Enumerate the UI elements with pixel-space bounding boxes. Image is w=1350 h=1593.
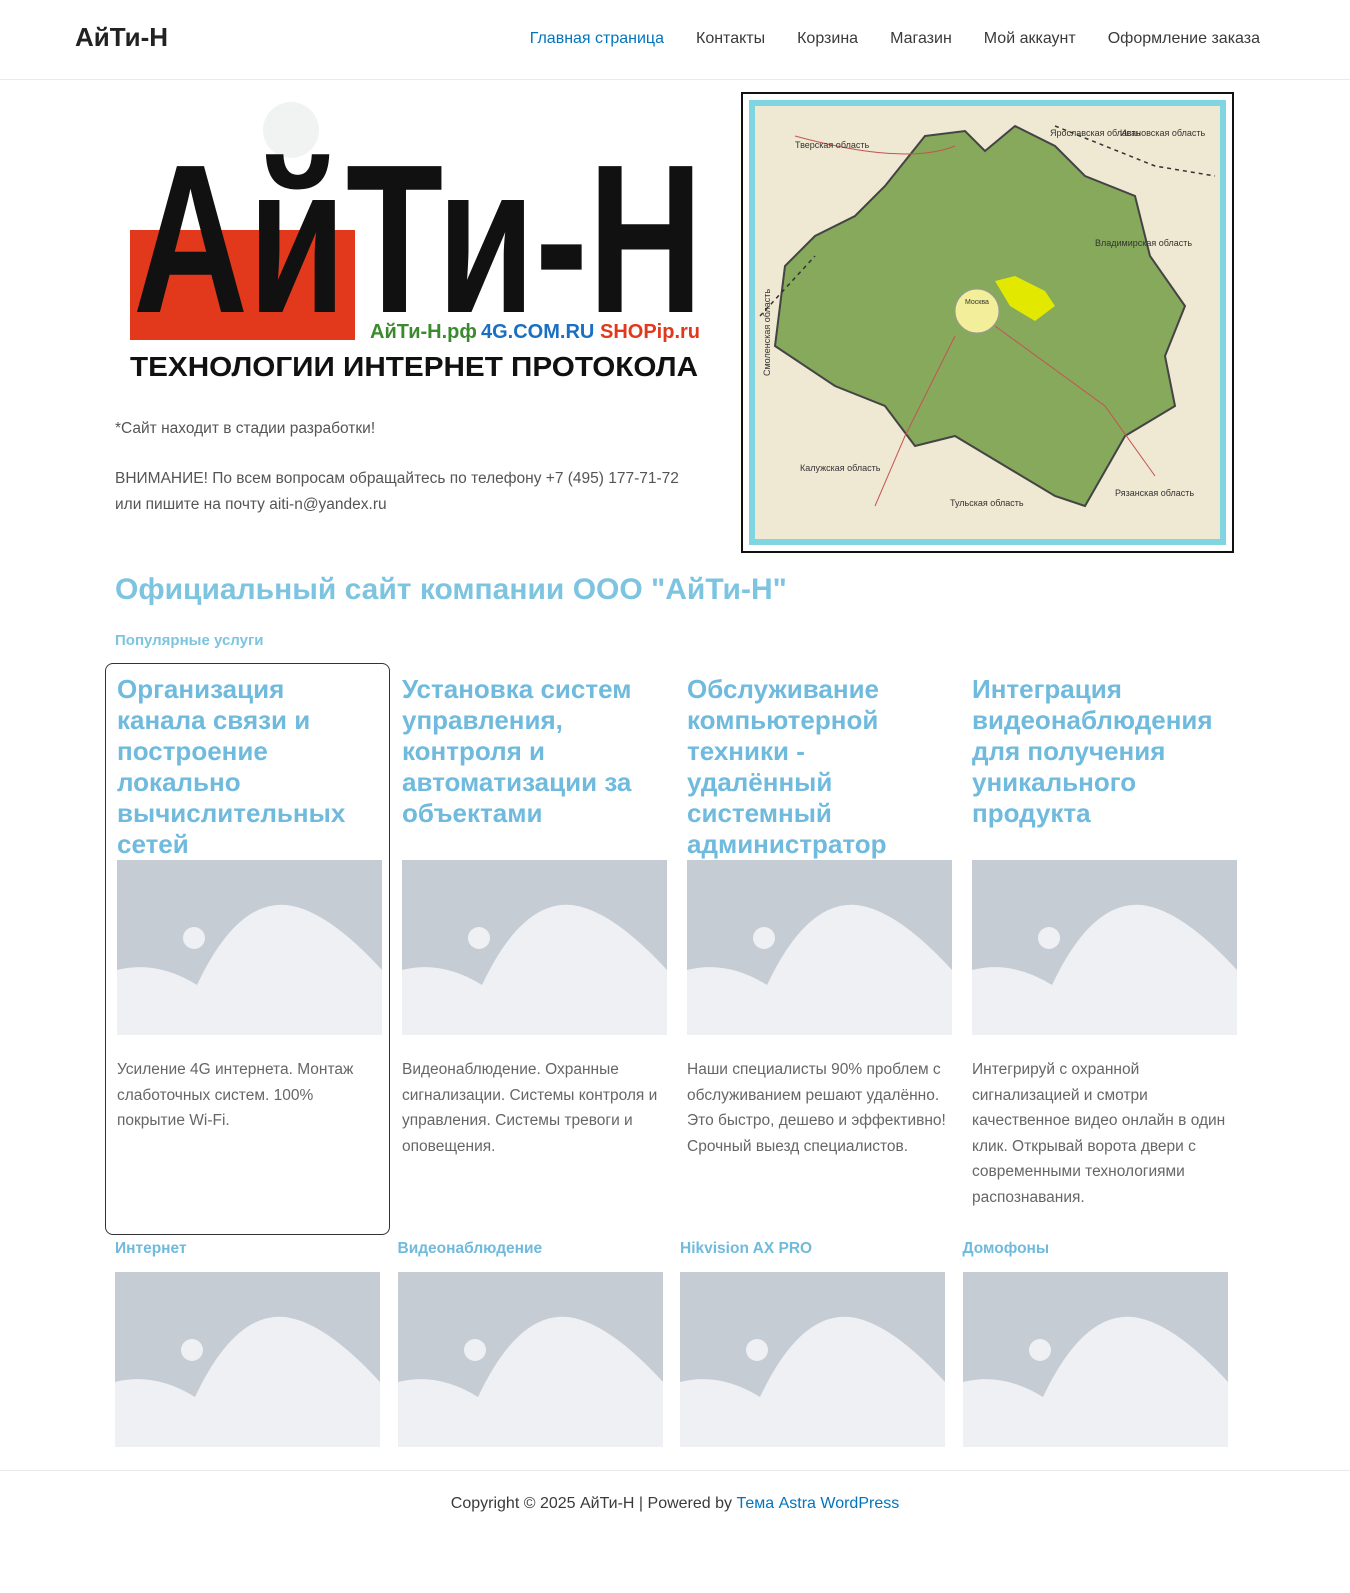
map-label-kaluga: Калужская область (800, 463, 881, 473)
category-title[interactable]: Hikvision AX PRO (680, 1240, 813, 1257)
service-card-title[interactable]: Обслуживание компьютерной техники - удалённый системный администратор (687, 674, 887, 859)
image-placeholder-icon (972, 860, 1237, 1035)
footer-theme-link[interactable]: Тема Astra WordPress (736, 1495, 900, 1512)
main-nav (530, 30, 1260, 48)
category-title[interactable]: Интернет (115, 1240, 187, 1257)
category-title[interactable]: Домофоны (962, 1240, 1050, 1257)
footer-copyright-text: Copyright © 2025 АйТи-Н | Powered by (450, 1495, 737, 1512)
dev-notice: *Сайт находит в стадии разработки! (115, 420, 376, 437)
image-placeholder-icon (117, 860, 382, 1035)
product-categories (115, 1240, 1245, 1447)
service-card-remote-admin[interactable] (675, 663, 960, 1235)
service-card-text: Усиление 4G интернета. Монтаж слаботочных систем. 100% покрытие Wi-Fi. (117, 1061, 354, 1129)
nav-checkout[interactable]: Оформление заказа (1107, 30, 1260, 47)
map-label-smolensk: Смоленская область (762, 288, 772, 376)
map-image (755, 106, 1220, 539)
map-label-ivanovo: Ивановская область (1120, 128, 1206, 138)
logo-domain-3: SHOPip.ru (600, 321, 701, 343)
image-placeholder-icon (398, 1272, 663, 1447)
image-placeholder-icon (687, 860, 952, 1035)
site-header (0, 0, 1350, 80)
category-internet[interactable] (115, 1240, 398, 1447)
category-video[interactable] (398, 1240, 681, 1447)
footer-copyright (0, 1495, 1350, 1513)
service-card-title[interactable]: Установка систем управления, контроля и автоматизации за объектами (402, 674, 632, 828)
category-hikvision[interactable] (680, 1240, 963, 1447)
logo-domain-2: 4G.COM.RU (481, 321, 595, 343)
popular-services-label: Популярные услуги (115, 632, 264, 649)
map-label-tver: Тверская область (795, 140, 870, 150)
page-heading: Официальный сайт компании ООО "АйТи-Н" (115, 573, 787, 606)
map-label-yaroslavl: Ярославская область (1050, 128, 1141, 138)
site-title[interactable]: АйТи-Н (75, 22, 169, 52)
moscow-region-map (741, 92, 1234, 553)
site-notice (115, 416, 715, 518)
nav-home[interactable]: Главная страница (529, 30, 664, 47)
service-card-video[interactable] (960, 663, 1245, 1235)
nav-account[interactable]: Мой аккаунт (983, 30, 1076, 47)
logo-domain-1: АйТи-Н.рф (370, 321, 477, 343)
map-label-moscow: Москва (965, 299, 989, 306)
service-card-title[interactable]: Интеграция видеонаблюдения для получения уникального продукта (972, 674, 1213, 828)
map-label-tula: Тульская область (950, 498, 1024, 508)
service-card-text: Наши специалисты 90% проблем с обслуживанием решают удалённо. Это быстро, дешево и эффективно! Срочный выезд специалистов. (687, 1061, 946, 1155)
contact-notice-line-2: или пишите на почту aiti-n@yandex.ru (115, 496, 387, 513)
nav-shop[interactable]: Магазин (890, 30, 952, 47)
logo-big-text: АйТи-Н (133, 120, 703, 357)
map-label-ryazan: Рязанская область (1115, 488, 1195, 498)
image-placeholder-icon (402, 860, 667, 1035)
map-label-vladimir: Владимирская область (1095, 238, 1193, 248)
image-placeholder-icon (115, 1272, 380, 1447)
service-card-text: Интегрируй с охранной сигнализацией и смотри качественное видео онлайн в один клик. Открывай ворота двери с современными технологиями распознавания. (972, 1061, 1226, 1206)
category-title[interactable]: Видеонаблюдение (397, 1240, 543, 1257)
image-placeholder-icon (680, 1272, 945, 1447)
site-footer (0, 1470, 1350, 1593)
image-placeholder-icon (963, 1272, 1228, 1447)
nav-contacts[interactable]: Контакты (696, 30, 766, 47)
service-card-text: Видеонаблюдение. Охранные сигнализации. Системы контроля и управления. Системы тревоги и оповещения. (402, 1061, 658, 1155)
nav-cart[interactable]: Корзина (797, 30, 859, 47)
service-cards (105, 663, 1245, 1235)
category-intercoms[interactable] (963, 1240, 1246, 1447)
service-card-network[interactable] (105, 663, 390, 1235)
service-card-automation[interactable] (390, 663, 675, 1235)
company-logo (115, 100, 715, 400)
logo-tagline: ТЕХНОЛОГИИ ИНТЕРНЕТ ПРОТОКОЛА (130, 351, 698, 382)
service-card-title[interactable]: Организация канала связи и построение локально вычислительных сетей (117, 674, 346, 859)
contact-notice-line-1: ВНИМАНИЕ! По всем вопросам обращайтесь по телефону +7 (495) 177-71-72 (115, 470, 679, 487)
